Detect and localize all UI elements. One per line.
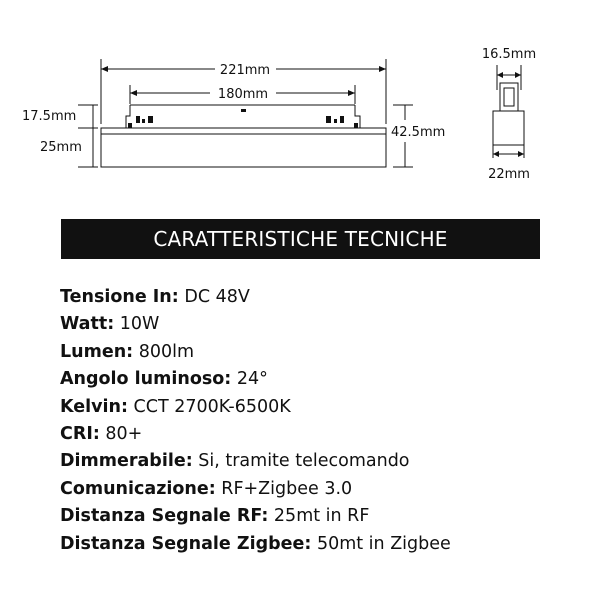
spec-row-distanza-rf	[60, 503, 595, 530]
dim-length-label: 221mm	[219, 63, 271, 78]
spec-value: 800lm	[133, 341, 195, 362]
spec-label: Distanza Segnale RF:	[60, 506, 269, 527]
spec-row-angolo	[60, 366, 595, 393]
spec-label: CRI:	[60, 423, 100, 444]
dim-side-bottom-label: 22mm	[488, 167, 530, 182]
spec-label: Distanza Segnale Zigbee:	[60, 533, 312, 554]
technical-drawing	[0, 0, 600, 210]
spec-row-kelvin	[60, 394, 595, 421]
spec-label: Kelvin:	[60, 396, 128, 417]
dim-top-height-label: 17.5mm	[22, 109, 77, 124]
spec-row-dimmerabile	[60, 448, 595, 475]
spec-label: Lumen:	[60, 341, 134, 362]
spec-list	[60, 284, 595, 558]
spec-value: 24°	[231, 369, 268, 390]
spec-value: CCT 2700K-6500K	[127, 396, 291, 417]
spec-row-watt	[60, 311, 595, 338]
spec-label: Tensione In:	[60, 287, 179, 307]
dim-side-top-label: 16.5mm	[481, 47, 537, 62]
spec-value: 80+	[99, 423, 143, 444]
section-title-banner	[61, 219, 540, 259]
spec-label: Angolo luminoso:	[60, 369, 232, 390]
spec-value: 10W	[114, 314, 160, 335]
spec-value: 50mt in Zigbee	[311, 533, 451, 554]
spec-label: Dimmerabile:	[60, 451, 193, 472]
spec-value: 25mt in RF	[268, 506, 370, 527]
dim-total-height-label: 42.5mm	[391, 125, 446, 140]
spec-row-distanza-zigbee	[60, 531, 595, 558]
spec-label: Watt:	[60, 314, 115, 335]
dim-inner-label: 180mm	[217, 87, 269, 102]
spec-value: RF+Zigbee 3.0	[215, 478, 353, 499]
spec-label: Comunicazione:	[60, 478, 216, 499]
spec-value: DC 48V	[178, 287, 250, 307]
section-title: CARATTERISTICHE TECNICHE	[153, 227, 448, 251]
dim-bottom-height-label: 25mm	[40, 140, 82, 155]
spec-value: Si, tramite telecomando	[192, 451, 410, 472]
spec-row-cri	[60, 421, 595, 448]
spec-row-comunicazione	[60, 476, 595, 503]
spec-row-tensione	[60, 284, 595, 311]
spec-row-lumen	[60, 339, 595, 366]
